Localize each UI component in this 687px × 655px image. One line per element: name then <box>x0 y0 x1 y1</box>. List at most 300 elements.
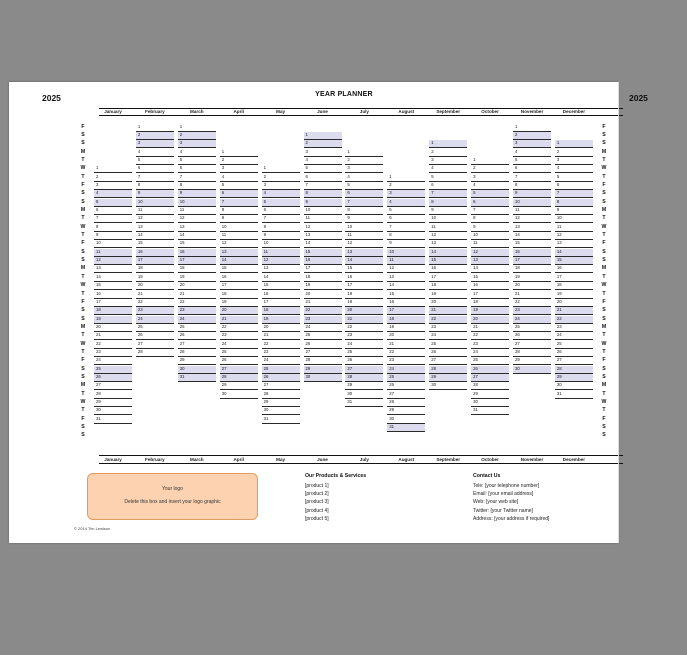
day-cell[interactable] <box>178 124 216 132</box>
day-cell[interactable] <box>387 341 425 349</box>
day-cell[interactable] <box>220 149 258 157</box>
day-cell[interactable] <box>471 240 509 248</box>
day-cell[interactable] <box>94 374 132 382</box>
day-cell[interactable] <box>178 257 216 265</box>
day-cell[interactable] <box>555 357 593 365</box>
day-cell[interactable] <box>345 215 383 223</box>
day-cell[interactable] <box>555 224 593 232</box>
day-cell[interactable] <box>136 174 174 182</box>
day-cell[interactable] <box>262 407 300 415</box>
day-cell[interactable] <box>555 165 593 173</box>
day-cell[interactable] <box>345 291 383 299</box>
day-cell[interactable] <box>345 341 383 349</box>
day-cell[interactable] <box>471 282 509 290</box>
day-cell[interactable] <box>262 257 300 265</box>
day-cell[interactable] <box>471 232 509 240</box>
day-cell[interactable] <box>471 316 509 324</box>
day-cell[interactable] <box>471 391 509 399</box>
day-cell[interactable] <box>136 182 174 190</box>
day-cell[interactable] <box>345 307 383 315</box>
day-cell[interactable] <box>220 165 258 173</box>
day-cell[interactable] <box>429 140 467 148</box>
day-cell[interactable] <box>555 316 593 324</box>
day-cell[interactable] <box>304 299 342 307</box>
day-cell[interactable] <box>304 132 342 140</box>
day-cell[interactable] <box>178 232 216 240</box>
day-cell[interactable] <box>220 307 258 315</box>
day-cell[interactable] <box>136 215 174 223</box>
day-cell[interactable] <box>136 232 174 240</box>
day-cell[interactable] <box>262 382 300 390</box>
day-cell[interactable] <box>178 274 216 282</box>
day-cell[interactable] <box>387 240 425 248</box>
day-cell[interactable] <box>262 182 300 190</box>
day-cell[interactable] <box>136 316 174 324</box>
day-cell[interactable] <box>136 291 174 299</box>
day-cell[interactable] <box>429 341 467 349</box>
day-cell[interactable] <box>429 357 467 365</box>
day-cell[interactable] <box>304 316 342 324</box>
day-cell[interactable] <box>471 399 509 407</box>
day-cell[interactable] <box>429 382 467 390</box>
day-cell[interactable] <box>220 190 258 198</box>
day-cell[interactable] <box>94 382 132 390</box>
day-cell[interactable] <box>262 324 300 332</box>
day-cell[interactable] <box>345 240 383 248</box>
day-cell[interactable] <box>555 307 593 315</box>
day-cell[interactable] <box>94 399 132 407</box>
day-cell[interactable] <box>387 207 425 215</box>
day-cell[interactable] <box>555 249 593 257</box>
day-cell[interactable] <box>262 207 300 215</box>
day-cell[interactable] <box>178 157 216 165</box>
day-cell[interactable] <box>387 274 425 282</box>
day-cell[interactable] <box>555 207 593 215</box>
day-cell[interactable] <box>513 265 551 273</box>
day-cell[interactable] <box>136 124 174 132</box>
day-cell[interactable] <box>178 299 216 307</box>
day-cell[interactable] <box>136 265 174 273</box>
day-cell[interactable] <box>429 366 467 374</box>
day-cell[interactable] <box>387 182 425 190</box>
day-cell[interactable] <box>262 274 300 282</box>
day-cell[interactable] <box>555 282 593 290</box>
day-cell[interactable] <box>345 165 383 173</box>
day-cell[interactable] <box>513 182 551 190</box>
day-cell[interactable] <box>304 190 342 198</box>
day-cell[interactable] <box>387 282 425 290</box>
day-cell[interactable] <box>304 341 342 349</box>
day-cell[interactable] <box>471 357 509 365</box>
day-cell[interactable] <box>304 366 342 374</box>
day-cell[interactable] <box>555 199 593 207</box>
day-cell[interactable] <box>429 274 467 282</box>
day-cell[interactable] <box>220 324 258 332</box>
day-cell[interactable] <box>345 157 383 165</box>
day-cell[interactable] <box>513 341 551 349</box>
day-cell[interactable] <box>429 165 467 173</box>
day-cell[interactable] <box>94 224 132 232</box>
day-cell[interactable] <box>471 382 509 390</box>
day-cell[interactable] <box>220 182 258 190</box>
day-cell[interactable] <box>178 324 216 332</box>
day-cell[interactable] <box>304 274 342 282</box>
day-cell[interactable] <box>94 391 132 399</box>
day-cell[interactable] <box>345 174 383 182</box>
day-cell[interactable] <box>304 249 342 257</box>
day-cell[interactable] <box>513 282 551 290</box>
day-cell[interactable] <box>178 174 216 182</box>
day-cell[interactable] <box>555 140 593 148</box>
day-cell[interactable] <box>94 257 132 265</box>
day-cell[interactable] <box>555 190 593 198</box>
day-cell[interactable] <box>513 165 551 173</box>
day-cell[interactable] <box>387 291 425 299</box>
day-cell[interactable] <box>262 291 300 299</box>
day-cell[interactable] <box>94 190 132 198</box>
day-cell[interactable] <box>304 324 342 332</box>
day-cell[interactable] <box>387 249 425 257</box>
day-cell[interactable] <box>304 282 342 290</box>
day-cell[interactable] <box>555 324 593 332</box>
day-cell[interactable] <box>262 341 300 349</box>
day-cell[interactable] <box>262 215 300 223</box>
day-cell[interactable] <box>262 249 300 257</box>
day-cell[interactable] <box>94 349 132 357</box>
day-cell[interactable] <box>345 332 383 340</box>
day-cell[interactable] <box>429 291 467 299</box>
day-cell[interactable] <box>304 307 342 315</box>
day-cell[interactable] <box>304 199 342 207</box>
day-cell[interactable] <box>136 240 174 248</box>
day-cell[interactable] <box>94 416 132 424</box>
day-cell[interactable] <box>262 265 300 273</box>
day-cell[interactable] <box>178 291 216 299</box>
day-cell[interactable] <box>387 199 425 207</box>
day-cell[interactable] <box>429 324 467 332</box>
day-cell[interactable] <box>136 349 174 357</box>
day-cell[interactable] <box>178 182 216 190</box>
day-cell[interactable] <box>387 307 425 315</box>
day-cell[interactable] <box>471 274 509 282</box>
day-cell[interactable] <box>262 190 300 198</box>
day-cell[interactable] <box>178 165 216 173</box>
day-cell[interactable] <box>136 341 174 349</box>
day-cell[interactable] <box>136 199 174 207</box>
day-cell[interactable] <box>555 274 593 282</box>
day-cell[interactable] <box>513 215 551 223</box>
day-cell[interactable] <box>178 349 216 357</box>
day-cell[interactable] <box>471 349 509 357</box>
day-cell[interactable] <box>429 257 467 265</box>
day-cell[interactable] <box>555 391 593 399</box>
day-cell[interactable] <box>136 282 174 290</box>
day-cell[interactable] <box>429 157 467 165</box>
day-cell[interactable] <box>220 291 258 299</box>
day-cell[interactable] <box>387 424 425 432</box>
day-cell[interactable] <box>555 265 593 273</box>
day-cell[interactable] <box>429 232 467 240</box>
day-cell[interactable] <box>429 374 467 382</box>
day-cell[interactable] <box>220 274 258 282</box>
day-cell[interactable] <box>555 341 593 349</box>
day-cell[interactable] <box>513 140 551 148</box>
day-cell[interactable] <box>555 232 593 240</box>
day-cell[interactable] <box>429 316 467 324</box>
day-cell[interactable] <box>471 249 509 257</box>
day-cell[interactable] <box>220 357 258 365</box>
day-cell[interactable] <box>345 391 383 399</box>
day-cell[interactable] <box>220 316 258 324</box>
day-cell[interactable] <box>304 165 342 173</box>
day-cell[interactable] <box>94 249 132 257</box>
day-cell[interactable] <box>387 299 425 307</box>
day-cell[interactable] <box>513 132 551 140</box>
day-cell[interactable] <box>471 341 509 349</box>
day-cell[interactable] <box>136 332 174 340</box>
day-cell[interactable] <box>136 132 174 140</box>
day-cell[interactable] <box>262 174 300 182</box>
day-cell[interactable] <box>304 157 342 165</box>
day-cell[interactable] <box>429 215 467 223</box>
day-cell[interactable] <box>387 416 425 424</box>
day-cell[interactable] <box>136 157 174 165</box>
day-cell[interactable] <box>513 291 551 299</box>
day-cell[interactable] <box>178 140 216 148</box>
day-cell[interactable] <box>262 366 300 374</box>
day-cell[interactable] <box>555 291 593 299</box>
day-cell[interactable] <box>136 165 174 173</box>
day-cell[interactable] <box>471 299 509 307</box>
day-cell[interactable] <box>178 149 216 157</box>
day-cell[interactable] <box>513 257 551 265</box>
day-cell[interactable] <box>513 199 551 207</box>
day-cell[interactable] <box>345 249 383 257</box>
day-cell[interactable] <box>220 215 258 223</box>
day-cell[interactable] <box>220 224 258 232</box>
day-cell[interactable] <box>220 332 258 340</box>
day-cell[interactable] <box>304 257 342 265</box>
day-cell[interactable] <box>345 207 383 215</box>
day-cell[interactable] <box>429 307 467 315</box>
day-cell[interactable] <box>220 341 258 349</box>
day-cell[interactable] <box>262 399 300 407</box>
day-cell[interactable] <box>471 174 509 182</box>
day-cell[interactable] <box>94 341 132 349</box>
day-cell[interactable] <box>178 224 216 232</box>
day-cell[interactable] <box>387 349 425 357</box>
day-cell[interactable] <box>304 332 342 340</box>
day-cell[interactable] <box>555 215 593 223</box>
day-cell[interactable] <box>471 190 509 198</box>
day-cell[interactable] <box>262 282 300 290</box>
day-cell[interactable] <box>345 349 383 357</box>
day-cell[interactable] <box>262 391 300 399</box>
day-cell[interactable] <box>94 282 132 290</box>
day-cell[interactable] <box>262 224 300 232</box>
day-cell[interactable] <box>94 215 132 223</box>
day-cell[interactable] <box>513 240 551 248</box>
day-cell[interactable] <box>178 190 216 198</box>
day-cell[interactable] <box>429 174 467 182</box>
day-cell[interactable] <box>429 149 467 157</box>
day-cell[interactable] <box>429 299 467 307</box>
day-cell[interactable] <box>513 224 551 232</box>
day-cell[interactable] <box>555 149 593 157</box>
day-cell[interactable] <box>471 165 509 173</box>
day-cell[interactable] <box>555 257 593 265</box>
day-cell[interactable] <box>262 165 300 173</box>
day-cell[interactable] <box>220 366 258 374</box>
day-cell[interactable] <box>345 199 383 207</box>
day-cell[interactable] <box>178 341 216 349</box>
day-cell[interactable] <box>471 224 509 232</box>
day-cell[interactable] <box>345 316 383 324</box>
day-cell[interactable] <box>262 316 300 324</box>
day-cell[interactable] <box>304 232 342 240</box>
day-cell[interactable] <box>471 199 509 207</box>
day-cell[interactable] <box>220 257 258 265</box>
day-cell[interactable] <box>94 357 132 365</box>
day-cell[interactable] <box>387 190 425 198</box>
day-cell[interactable] <box>513 349 551 357</box>
day-cell[interactable] <box>429 349 467 357</box>
day-cell[interactable] <box>178 199 216 207</box>
day-cell[interactable] <box>345 357 383 365</box>
day-cell[interactable] <box>513 232 551 240</box>
day-cell[interactable] <box>555 174 593 182</box>
day-cell[interactable] <box>94 265 132 273</box>
day-cell[interactable] <box>345 274 383 282</box>
day-cell[interactable] <box>429 182 467 190</box>
day-cell[interactable] <box>471 332 509 340</box>
day-cell[interactable] <box>345 182 383 190</box>
day-cell[interactable] <box>429 190 467 198</box>
day-cell[interactable] <box>387 257 425 265</box>
day-cell[interactable] <box>387 232 425 240</box>
day-cell[interactable] <box>429 249 467 257</box>
day-cell[interactable] <box>304 291 342 299</box>
day-cell[interactable] <box>345 257 383 265</box>
day-cell[interactable] <box>429 240 467 248</box>
day-cell[interactable] <box>262 416 300 424</box>
day-cell[interactable] <box>94 207 132 215</box>
day-cell[interactable] <box>513 324 551 332</box>
day-cell[interactable] <box>513 207 551 215</box>
day-cell[interactable] <box>387 366 425 374</box>
day-cell[interactable] <box>345 374 383 382</box>
day-cell[interactable] <box>429 199 467 207</box>
day-cell[interactable] <box>555 332 593 340</box>
day-cell[interactable] <box>178 374 216 382</box>
day-cell[interactable] <box>94 232 132 240</box>
day-cell[interactable] <box>471 182 509 190</box>
day-cell[interactable] <box>178 282 216 290</box>
day-cell[interactable] <box>220 174 258 182</box>
day-cell[interactable] <box>513 149 551 157</box>
day-cell[interactable] <box>136 299 174 307</box>
day-cell[interactable] <box>220 349 258 357</box>
day-cell[interactable] <box>513 157 551 165</box>
day-cell[interactable] <box>304 140 342 148</box>
day-cell[interactable] <box>178 215 216 223</box>
day-cell[interactable] <box>471 407 509 415</box>
day-cell[interactable] <box>345 324 383 332</box>
day-cell[interactable] <box>513 307 551 315</box>
day-cell[interactable] <box>262 232 300 240</box>
day-cell[interactable] <box>471 157 509 165</box>
day-cell[interactable] <box>304 374 342 382</box>
day-cell[interactable] <box>262 357 300 365</box>
day-cell[interactable] <box>513 357 551 365</box>
day-cell[interactable] <box>136 324 174 332</box>
day-cell[interactable] <box>178 207 216 215</box>
day-cell[interactable] <box>220 207 258 215</box>
day-cell[interactable] <box>94 274 132 282</box>
day-cell[interactable] <box>136 249 174 257</box>
day-cell[interactable] <box>220 199 258 207</box>
day-cell[interactable] <box>220 382 258 390</box>
day-cell[interactable] <box>471 215 509 223</box>
day-cell[interactable] <box>471 207 509 215</box>
day-cell[interactable] <box>136 274 174 282</box>
day-cell[interactable] <box>513 299 551 307</box>
day-cell[interactable] <box>555 240 593 248</box>
day-cell[interactable] <box>345 282 383 290</box>
day-cell[interactable] <box>345 366 383 374</box>
day-cell[interactable] <box>94 240 132 248</box>
day-cell[interactable] <box>136 207 174 215</box>
day-cell[interactable] <box>178 366 216 374</box>
day-cell[interactable] <box>345 232 383 240</box>
day-cell[interactable] <box>262 199 300 207</box>
day-cell[interactable] <box>94 174 132 182</box>
day-cell[interactable] <box>304 182 342 190</box>
day-cell[interactable] <box>345 190 383 198</box>
day-cell[interactable] <box>429 224 467 232</box>
day-cell[interactable] <box>513 124 551 132</box>
day-cell[interactable] <box>429 207 467 215</box>
day-cell[interactable] <box>136 140 174 148</box>
day-cell[interactable] <box>178 357 216 365</box>
day-cell[interactable] <box>178 316 216 324</box>
day-cell[interactable] <box>387 357 425 365</box>
day-cell[interactable] <box>220 282 258 290</box>
day-cell[interactable] <box>220 157 258 165</box>
day-cell[interactable] <box>387 399 425 407</box>
day-cell[interactable] <box>387 265 425 273</box>
day-cell[interactable] <box>555 382 593 390</box>
day-cell[interactable] <box>387 224 425 232</box>
day-cell[interactable] <box>178 132 216 140</box>
day-cell[interactable] <box>262 299 300 307</box>
day-cell[interactable] <box>471 291 509 299</box>
day-cell[interactable] <box>345 149 383 157</box>
day-cell[interactable] <box>555 374 593 382</box>
day-cell[interactable] <box>387 391 425 399</box>
day-cell[interactable] <box>513 174 551 182</box>
day-cell[interactable] <box>262 349 300 357</box>
day-cell[interactable] <box>94 307 132 315</box>
day-cell[interactable] <box>262 332 300 340</box>
day-cell[interactable] <box>387 324 425 332</box>
day-cell[interactable] <box>94 316 132 324</box>
day-cell[interactable] <box>220 265 258 273</box>
day-cell[interactable] <box>304 349 342 357</box>
day-cell[interactable] <box>471 265 509 273</box>
day-cell[interactable] <box>429 282 467 290</box>
day-cell[interactable] <box>94 366 132 374</box>
